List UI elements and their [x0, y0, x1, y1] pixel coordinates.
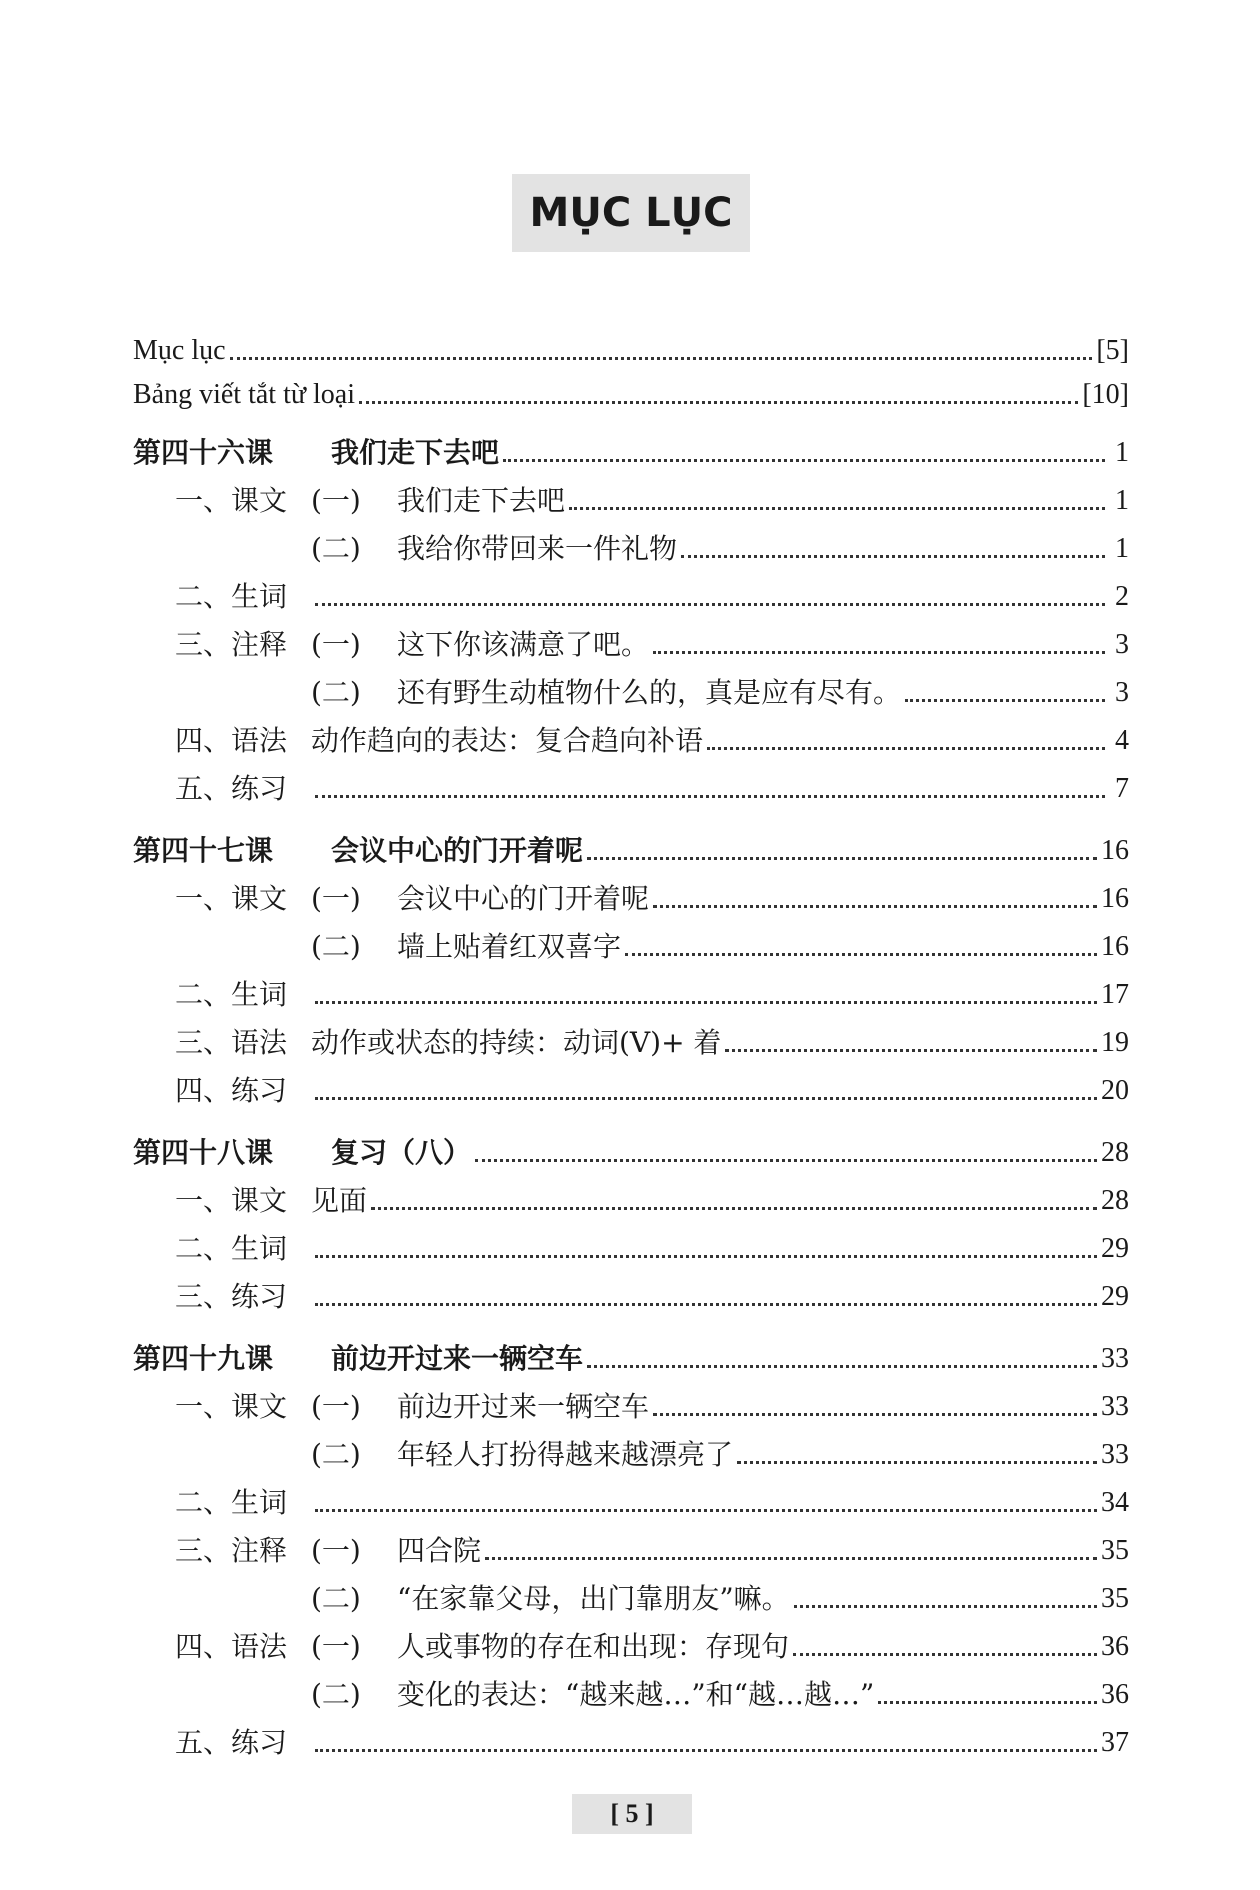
leader-dots [315, 1001, 1097, 1004]
section-label: 二、生词 [175, 1486, 288, 1519]
page-number: 16 [1101, 883, 1129, 914]
section-label: 三、注释 [175, 628, 288, 661]
lesson-title: 我们走下去吧 [331, 436, 500, 469]
toc-sub-entry[interactable] [133, 1672, 1129, 1712]
page-number: 7 [1115, 773, 1129, 804]
lesson-heading-47[interactable] [133, 828, 1129, 868]
leader-dots [475, 1159, 1097, 1162]
leader-dots [315, 1509, 1097, 1512]
page-number: 28 [1101, 1185, 1129, 1216]
page-number: [5] [1096, 335, 1129, 366]
toc-sub-entry[interactable] [133, 766, 1129, 806]
page-number: 16 [1101, 835, 1129, 866]
page-number: 2 [1115, 581, 1129, 612]
lesson-heading-46[interactable] [133, 430, 1129, 470]
page-number: 33 [1101, 1343, 1129, 1374]
section-label: 二、生词 [175, 978, 288, 1011]
section-label: 一、课文 [175, 1184, 288, 1217]
page-number: 29 [1101, 1233, 1129, 1264]
page-number: 34 [1101, 1487, 1129, 1518]
toc-sub-entry[interactable] [133, 718, 1129, 758]
entry-label: Mục lục [133, 335, 226, 366]
toc-sub-entry[interactable] [133, 1384, 1129, 1424]
section-label: 四、练习 [175, 1074, 288, 1107]
lesson-number: 第四十七课 [133, 834, 274, 867]
lesson-heading-49[interactable] [133, 1336, 1129, 1376]
page-number: 3 [1115, 629, 1129, 660]
section-label: 一、课文 [175, 1390, 288, 1423]
entry-text: 年轻人打扮得越来越漂亮了 [397, 1438, 734, 1471]
sub-number: (一) [311, 882, 361, 915]
leader-dots [569, 507, 1105, 510]
page-number: 33 [1101, 1391, 1129, 1422]
toc-sub-entry[interactable] [133, 574, 1129, 614]
lesson-number: 第四十九课 [133, 1342, 274, 1375]
entry-text: 会议中心的门开着呢 [397, 882, 650, 915]
page-number: 16 [1101, 931, 1129, 962]
entry-text: 动作趋向的表达：复合趋向补语 [311, 724, 704, 757]
section-label: 五、练习 [175, 1726, 288, 1759]
leader-dots [681, 555, 1105, 558]
page-number: [10] [1082, 379, 1129, 410]
leader-dots [315, 1255, 1097, 1258]
page-number: 29 [1101, 1281, 1129, 1312]
leader-dots [878, 1701, 1097, 1704]
leader-dots [315, 603, 1105, 606]
lesson-title: 前边开过来一辆空车 [331, 1342, 584, 1375]
section-label: 五、练习 [175, 772, 288, 805]
leader-dots [371, 1207, 1097, 1210]
leader-dots [315, 1749, 1097, 1752]
page-number: 28 [1101, 1137, 1129, 1168]
sub-number: (二) [311, 532, 361, 565]
entry-text: 人或事物的存在和出现：存现句 [397, 1630, 790, 1663]
toc-sub-entry[interactable] [133, 1720, 1129, 1760]
sub-number: (二) [311, 676, 361, 709]
toc-sub-entry[interactable] [133, 1020, 1129, 1060]
toc-sub-entry[interactable] [133, 1274, 1129, 1314]
leader-dots [503, 459, 1105, 462]
toc-sub-entry[interactable] [133, 622, 1129, 662]
toc-sub-entry[interactable] [133, 478, 1129, 518]
lesson-title: 复习（八） [331, 1136, 472, 1169]
section-label: 一、课文 [175, 882, 288, 915]
toc-sub-entry[interactable] [133, 1528, 1129, 1568]
section-label: 一、课文 [175, 484, 288, 517]
page-number: 35 [1101, 1583, 1129, 1614]
entry-text: 我给你带回来一件礼物 [397, 532, 678, 565]
leader-dots [587, 1365, 1097, 1368]
page-number: 36 [1101, 1631, 1129, 1662]
page-number: 3 [1115, 677, 1129, 708]
entry-text: 我们走下去吧 [397, 484, 566, 517]
section-label: 二、生词 [175, 580, 288, 613]
page-number: 37 [1101, 1727, 1129, 1758]
page-title: MỤC LỤC [512, 174, 750, 252]
leader-dots [359, 401, 1078, 404]
leader-dots [725, 1049, 1097, 1052]
sub-number: (二) [311, 1678, 361, 1711]
toc-sub-entry[interactable] [133, 1624, 1129, 1664]
section-label: 三、练习 [175, 1280, 288, 1313]
sub-number: (二) [311, 1438, 361, 1471]
leader-dots [793, 1653, 1097, 1656]
section-label: 二、生词 [175, 1232, 288, 1265]
entry-text: 还有野生动植物什么的，真是应有尽有。 [397, 676, 902, 709]
toc-sub-entry[interactable] [133, 1068, 1129, 1108]
sub-number: (一) [311, 1390, 361, 1423]
entry-text: 四合院 [397, 1534, 482, 1567]
leader-dots [905, 699, 1105, 702]
leader-dots [315, 1097, 1097, 1100]
sub-number: (一) [311, 1630, 361, 1663]
entry-text: 这下你该满意了吧。 [397, 628, 650, 661]
toc-sub-entry[interactable] [133, 876, 1129, 916]
section-label: 四、语法 [175, 1630, 288, 1663]
entry-text: 见面 [311, 1184, 368, 1217]
section-label: 四、语法 [175, 724, 288, 757]
leader-dots [794, 1605, 1097, 1608]
page-number: 36 [1101, 1679, 1129, 1710]
lesson-number: 第四十八课 [133, 1136, 274, 1169]
sub-number: (一) [311, 1534, 361, 1567]
page-number: 1 [1115, 533, 1129, 564]
toc-sub-entry[interactable] [133, 1480, 1129, 1520]
toc-sub-entry[interactable] [133, 526, 1129, 566]
section-label: 三、语法 [175, 1026, 288, 1059]
page-number: 1 [1115, 437, 1129, 468]
entry-text: 前边开过来一辆空车 [397, 1390, 650, 1423]
toc-sub-entry[interactable] [133, 972, 1129, 1012]
sub-number: (二) [311, 930, 361, 963]
entry-text: 墙上贴着红双喜字 [397, 930, 622, 963]
toc-entry-muc-luc[interactable] [133, 328, 1129, 368]
page-number-footer: [ 5 ] [572, 1794, 692, 1834]
leader-dots [315, 795, 1105, 798]
leader-dots [653, 1413, 1097, 1416]
entry-text: “在家靠父母，出门靠朋友”嘛。 [397, 1582, 790, 1615]
page-number: 4 [1115, 725, 1129, 756]
leader-dots [707, 747, 1105, 750]
sub-number: (一) [311, 484, 361, 517]
entry-text: 变化的表达：“越来越…”和“越…越…” [397, 1678, 875, 1711]
toc-sub-entry[interactable] [133, 670, 1129, 710]
page-number: 1 [1115, 485, 1129, 516]
leader-dots [653, 905, 1097, 908]
entry-text: 动作或状态的持续：动词(V)+ 着 [311, 1026, 722, 1059]
toc-sub-entry[interactable] [133, 924, 1129, 964]
leader-dots [625, 953, 1097, 956]
lesson-title: 会议中心的门开着呢 [331, 834, 584, 867]
entry-label: Bảng viết tắt từ loại [133, 379, 356, 410]
toc-sub-entry[interactable] [133, 1178, 1129, 1218]
page-number: 19 [1101, 1027, 1129, 1058]
sub-number: (一) [311, 628, 361, 661]
toc-entry-abbreviations[interactable] [133, 372, 1129, 412]
leader-dots [587, 857, 1097, 860]
lesson-heading-48[interactable] [133, 1130, 1129, 1170]
toc-sub-entry[interactable] [133, 1576, 1129, 1616]
toc-sub-entry[interactable] [133, 1226, 1129, 1266]
page-number: 20 [1101, 1075, 1129, 1106]
leader-dots [230, 357, 1093, 360]
page-number: 33 [1101, 1439, 1129, 1470]
sub-number: (二) [311, 1582, 361, 1615]
leader-dots [737, 1461, 1097, 1464]
section-label: 三、注释 [175, 1534, 288, 1567]
leader-dots [653, 651, 1105, 654]
leader-dots [315, 1303, 1097, 1306]
page-number: 17 [1101, 979, 1129, 1010]
page-number: 35 [1101, 1535, 1129, 1566]
leader-dots [485, 1557, 1097, 1560]
lesson-number: 第四十六课 [133, 436, 274, 469]
toc-sub-entry[interactable] [133, 1432, 1129, 1472]
